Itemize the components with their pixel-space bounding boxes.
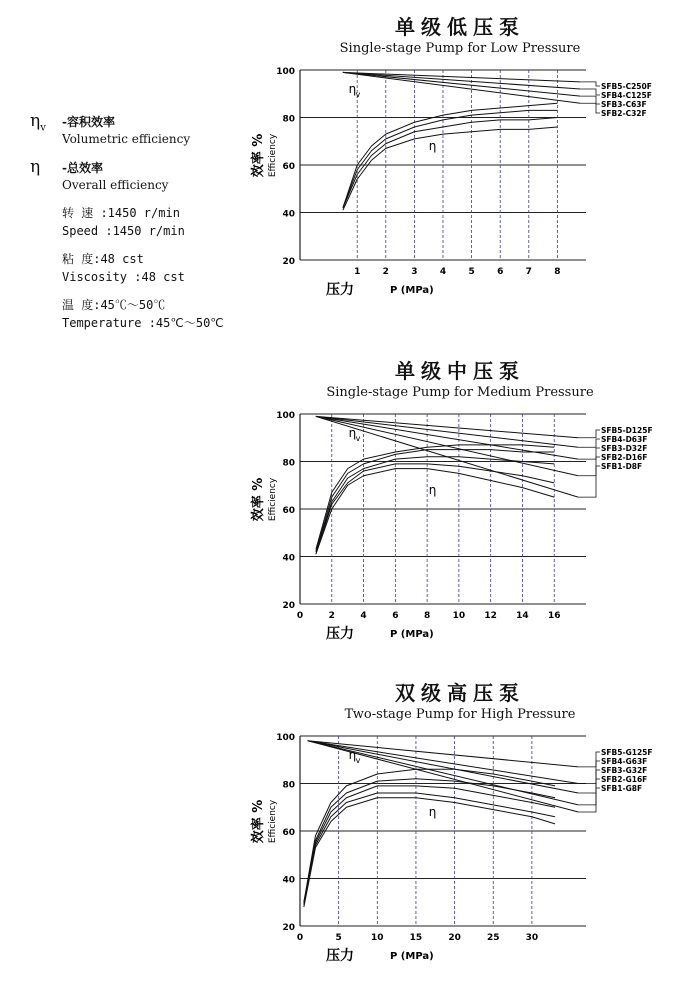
- x-tick-label: 0: [296, 611, 304, 621]
- overall-label-zh: -总效率: [62, 161, 103, 175]
- overall-efficiency-curve: [343, 110, 558, 207]
- y-axis-label-zh: 效率 %: [251, 477, 266, 522]
- y-tick-label: 60: [282, 506, 295, 516]
- temperature-zh: 温 度:45℃～50℃: [62, 298, 166, 312]
- eta-v-annotation: η: [348, 81, 357, 96]
- x-tick-label: 2: [382, 267, 389, 277]
- model-label: SFB4-C125F: [601, 91, 652, 100]
- overall-efficiency-curve: [343, 127, 558, 210]
- y-axis-label-zh: 效率 %: [251, 799, 266, 844]
- model-label: SFB5-G125F: [601, 748, 653, 757]
- eta-annotation: η: [428, 138, 437, 153]
- chart-title: 双级高压泵: [395, 681, 525, 705]
- model-label: SFB3-G32F: [601, 766, 648, 775]
- x-tick-label: 30: [525, 933, 539, 943]
- model-leader-line: [580, 82, 600, 86]
- model-leader-line: [578, 770, 600, 793]
- x-tick-label: 8: [423, 611, 431, 621]
- x-tick-label: 3: [411, 267, 418, 277]
- overall-efficiency-curve: [343, 118, 558, 208]
- x-tick-label: 6: [497, 267, 504, 277]
- chart-low-pressure: [240, 14, 680, 334]
- legend-panel: [30, 112, 260, 332]
- chart-high-pressure: [240, 680, 680, 1000]
- x-tick-label: 12: [484, 611, 497, 621]
- y-tick-label: 40: [282, 553, 295, 564]
- model-leader-line: [580, 89, 600, 95]
- x-axis-label-zh: 压力: [326, 282, 354, 298]
- overall-efficiency-curve: [304, 769, 555, 902]
- x-axis-label-en: P (MPa): [390, 285, 434, 296]
- model-label: SFB5-C250F: [601, 82, 652, 91]
- x-tick-label: 15: [409, 933, 423, 943]
- model-leader-line: [578, 466, 600, 497]
- model-label: SFB2-D16F: [601, 453, 648, 462]
- model-label: SFB2-C32F: [601, 109, 647, 118]
- y-tick-label: 40: [282, 209, 295, 220]
- overall-efficiency-curve: [316, 445, 554, 550]
- x-tick-label: 16: [547, 611, 561, 621]
- overall-efficiency-curve: [304, 779, 555, 903]
- y-tick-label: 60: [282, 162, 295, 172]
- x-tick-label: 5: [335, 933, 342, 943]
- x-tick-label: 4: [360, 611, 367, 621]
- x-tick-label: 7: [525, 267, 532, 277]
- model-label: SFB2-G16F: [601, 775, 648, 784]
- eta-annotation: η: [428, 804, 437, 819]
- y-tick-label: 100: [276, 733, 295, 743]
- y-tick-label: 20: [282, 601, 295, 611]
- y-axis-label-en: Efficiency: [268, 477, 278, 522]
- model-label: SFB1-G8F: [601, 784, 643, 793]
- speed-en: Speed :1450 r/min: [62, 224, 185, 238]
- eta-v-annotation: η: [348, 425, 357, 440]
- model-label: SFB3-C63F: [601, 100, 647, 109]
- model-leader-line: [578, 779, 600, 805]
- chart-medium-pressure: [240, 358, 680, 678]
- y-tick-label: 20: [282, 257, 295, 267]
- x-tick-label: 1: [354, 267, 361, 277]
- overall-label-en: Overall efficiency: [62, 178, 169, 192]
- viscosity-zh: 粘 度:48 cst: [62, 252, 144, 266]
- x-axis-label-zh: 压力: [326, 948, 354, 964]
- y-tick-label: 80: [282, 458, 295, 469]
- model-leader-line: [578, 430, 600, 438]
- viscosity-en: Viscosity :48 cst: [62, 270, 185, 284]
- x-tick-label: 2: [328, 611, 335, 621]
- chart-svg: [240, 402, 680, 678]
- eta-symbol: η: [30, 157, 41, 177]
- eta-v-annotation-sub: v: [355, 433, 361, 443]
- y-axis-label-zh: 效率 %: [251, 133, 266, 178]
- eta-v-annotation: η: [348, 747, 357, 762]
- y-tick-label: 20: [282, 923, 295, 933]
- model-leader-line: [578, 788, 600, 812]
- y-tick-label: 100: [276, 67, 295, 77]
- y-axis-label-en: Efficiency: [268, 133, 278, 178]
- model-leader-line: [578, 752, 600, 767]
- model-label: SFB5-D125F: [601, 426, 653, 435]
- volumetric-efficiency-line: [343, 72, 580, 96]
- model-label: SFB4-D63F: [601, 435, 648, 444]
- model-leader-line: [578, 439, 600, 447]
- y-tick-label: 80: [282, 114, 295, 125]
- model-leader-line: [578, 448, 600, 459]
- chart-svg: [240, 58, 680, 334]
- x-tick-label: 5: [468, 267, 475, 277]
- x-tick-label: 10: [371, 933, 384, 943]
- x-tick-label: 8: [554, 267, 561, 277]
- x-axis-label-en: P (MPa): [390, 629, 434, 640]
- model-leader-line: [580, 103, 600, 113]
- y-tick-label: 40: [282, 875, 295, 886]
- overall-efficiency-curve: [316, 469, 554, 555]
- chart-title: 单级中压泵: [395, 359, 525, 383]
- eta-annotation: η: [428, 482, 437, 497]
- chart-title: 单级低压泵: [395, 15, 525, 39]
- legend-overall: [30, 158, 260, 176]
- model-label: SFB1-D8F: [601, 462, 643, 471]
- y-axis-label-en: Efficiency: [268, 799, 278, 844]
- x-tick-label: 14: [516, 611, 529, 621]
- model-leader-line: [578, 761, 600, 784]
- model-leader-line: [580, 96, 600, 104]
- speed-zh: 转 速 :1450 r/min: [62, 206, 180, 220]
- chart-subtitle: Two-stage Pump for High Pressure: [344, 707, 576, 722]
- y-tick-label: 60: [282, 828, 295, 838]
- y-tick-label: 100: [276, 411, 295, 421]
- x-tick-label: 25: [486, 933, 500, 943]
- x-tick-label: 20: [448, 933, 461, 943]
- volumetric-label-zh: -容积效率: [62, 115, 115, 129]
- chart-subtitle: Single-stage Pump for Medium Pressure: [326, 385, 594, 400]
- x-tick-label: 4: [439, 267, 447, 277]
- eta-v-annotation-sub: v: [355, 755, 361, 765]
- chart-subtitle: Single-stage Pump for Low Pressure: [339, 41, 581, 56]
- overall-efficiency-curve: [304, 786, 555, 905]
- eta-v-symbol: $\eta_v$: [30, 111, 46, 134]
- x-tick-label: 10: [452, 611, 466, 621]
- chart-svg: [240, 724, 680, 1000]
- x-tick-label: 6: [392, 611, 399, 621]
- model-label: SFB4-G63F: [601, 757, 648, 766]
- y-tick-label: 80: [282, 780, 295, 791]
- volumetric-label-en: Volumetric efficiency: [62, 132, 191, 146]
- eta-v-annotation-sub: v: [355, 89, 361, 99]
- x-axis-label-en: P (MPa): [390, 951, 434, 962]
- x-axis-label-zh: 压力: [326, 626, 354, 642]
- legend-volumetric: [30, 111, 260, 134]
- model-label: SFB3-D32F: [601, 444, 648, 453]
- temperature-en: Temperature :45℃～50℃: [62, 316, 224, 330]
- x-tick-label: 0: [296, 933, 304, 943]
